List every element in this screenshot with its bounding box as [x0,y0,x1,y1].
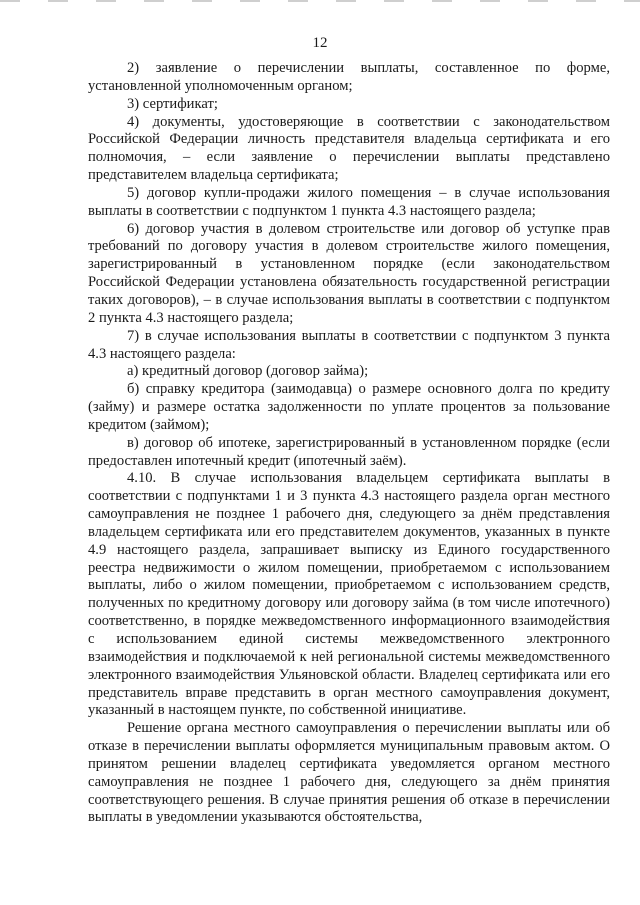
paragraph-decision: Решение органа местного самоуправления о перечислении выплаты или об отказе в перечислении выплаты оформляется муниципальным правовым актом. О принятом решении владелец сертификата уведомляется органом местного самоуправления не позднее 1 рабочего дня, следующего за днём принятия соответствующего решения. В случае принятия решения об отказе в перечислении выплаты в уведомлении указываются обстоятельства, [88,720,610,826]
paragraph-item-4: 4) документы, удостоверяющие в соответствии с законодательством Российской Федерации личность представителя владельца сертификата и его полномочия, – если заявление о перечислении выплаты представлено представителем владельца сертификата; [88,113,610,184]
paragraph-subitem-a: а) кредитный договор (договор займа); [127,363,369,380]
paragraph-item-3: 3) сертификат; [127,95,218,112]
paragraph-item-6: 6) договор участия в долевом строительстве или договор об уступке прав требований по договору участия в долевом строительстве жилого помещения, зарегистрированный в установленном порядке (если законодательством Российской Федерации установлена обязательность государственной регистрации таких договоров), – в случае использования выплаты в соответствии с подпунктом 2 пункта 4.3 настоящего раздела; [88,220,610,326]
paragraph-item-7: 7) в случае использования выплаты в соответствии с подпунктом 3 пункта 4.3 настоящего раздела: [88,327,610,362]
paragraph-subitem-v: в) договор об ипотеке, зарегистрированный в установленном порядке (если предоставлен ипотечный кредит (ипотечный заём). [88,434,610,469]
page-number: 12 [312,35,328,51]
paragraph-subitem-b: б) справку кредитора (заимодавца) о размере основного долга по кредиту (займу) и размере остатка задолженности по уплате процентов за пользование кредитом (займом); [88,381,610,433]
paragraph-section-4-10: 4.10. В случае использования владельцем сертификата выплаты в соответствии с подпунктами 1 и 3 пункта 4.3 настоящего раздела орган местного самоуправления не позднее 1 рабочего дня, следующего за днём представления владельцем сертификата или его представителем документов, указанных в пункте 4.9 настоящего раздела, запрашивает выписку из Единого государственного реестра недвижимости о жилом помещении, приобретаемом с использованием выплаты, либо о жилом помещении, приобретаемом с использованием средств, полученных по кредитному договору или договору займа (в том числе ипотечного) соответственно, в порядке межведомственного информационного взаимодействия с использованием единой системы межведомственного электронного взаимодействия и подключаемой к ней региональной системы межведомственного электронного взаимодействия Ульяновской области. Владелец сертификата или его представитель вправе представить в орган местного самоуправления документ, указанный в настоящем пункте, по собственной инициативе. [88,470,610,719]
paragraph-item-2: 2) заявление о перечислении выплаты, составленное по форме, установленной уполномоченным органом; [88,60,610,94]
paragraph-item-5: 5) договор купли-продажи жилого помещения – в случае использования выплаты в соответствии с подпунктом 1 пункта 4.3 настоящего раздела; [88,184,610,219]
document-body [88,60,610,827]
scan-edge-artifact [0,0,640,2]
